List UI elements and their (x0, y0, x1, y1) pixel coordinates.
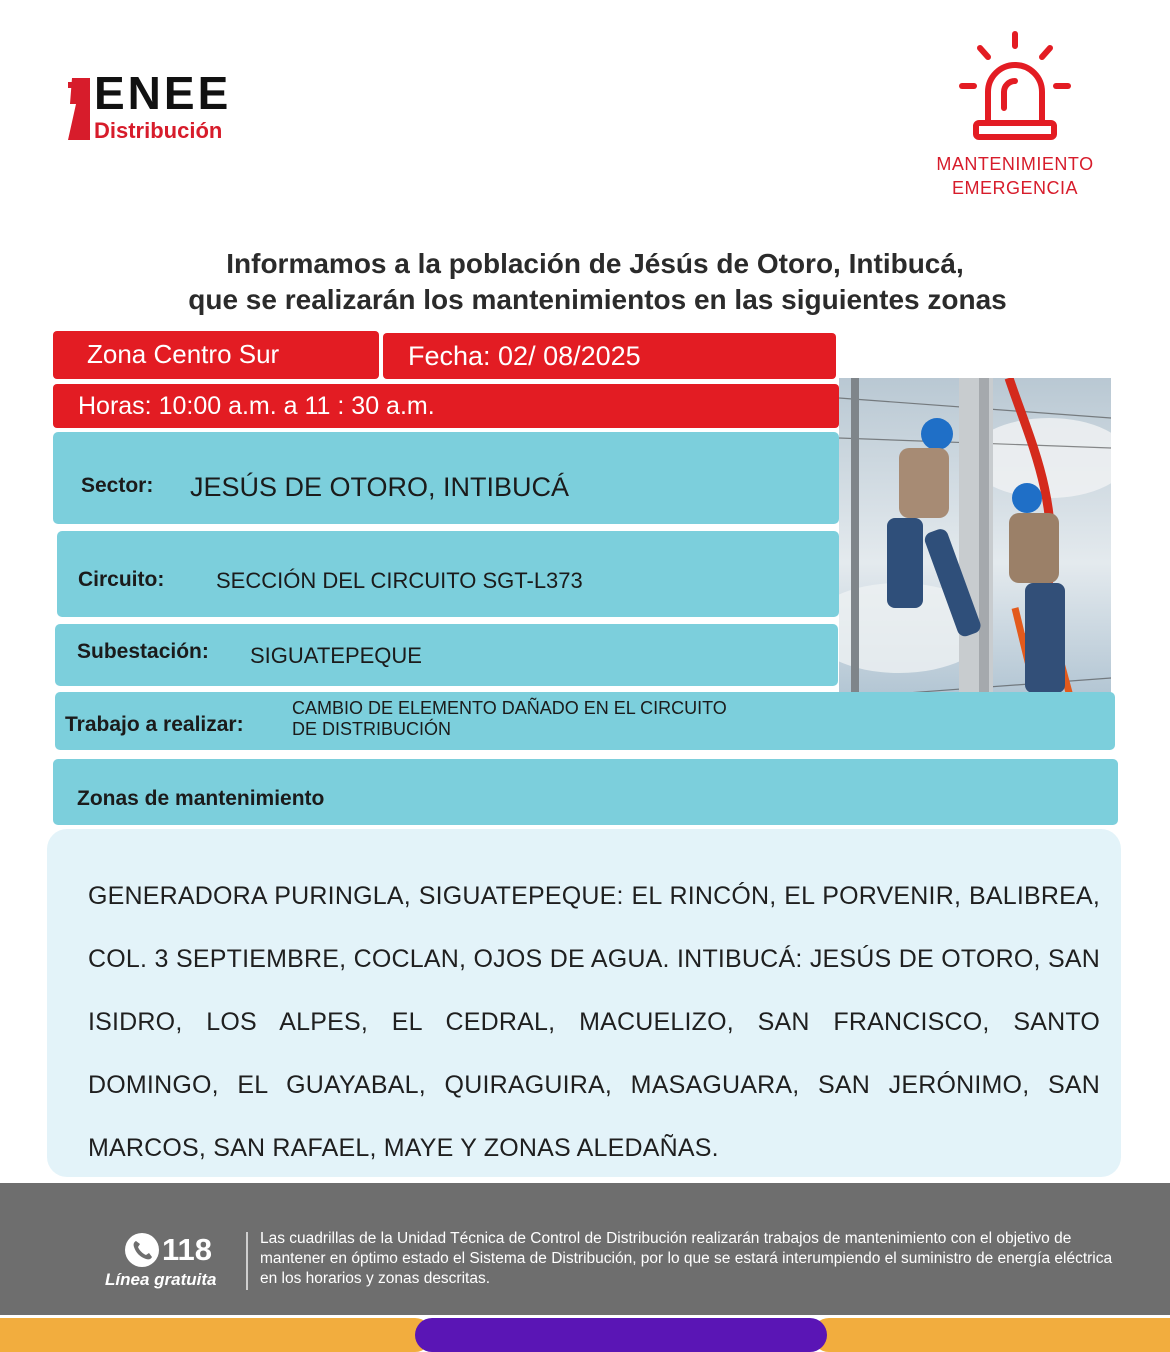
horas-label: Horas: 10:00 a.m. a 11 : 30 a.m. (53, 384, 839, 428)
footer-text: Las cuadrillas de la Unidad Técnica de Control de Distribución realizarán trabajos de mantenimiento con el objetivo de mantener en óptimo estado el Sistema de Distribución, por lo que se estará interumpiendo el suministro de energía eléctrica en los horarios y zonas descritas. (260, 1230, 1113, 1287)
sector-value: JESÚS DE OTORO, INTIBUCÁ (190, 472, 570, 502)
stripe-orange-right (812, 1318, 1170, 1352)
circuito-row (57, 531, 839, 617)
footer-divider (246, 1232, 248, 1290)
zona-label: Zona Centro Sur (53, 331, 379, 379)
circuito-label: Circuito: (78, 568, 165, 591)
trabajo-label: Trabajo a realizar: (65, 713, 244, 736)
logo-subtitle: Distribución (94, 118, 223, 143)
zones-text: GENERADORA PURINGLA, SIGUATEPEQUE: EL RINCÓN, EL PORVENIR, BALIBREA, COL. 3 SEPTIEMBRE, COCLAN, OJOS DE AGUA. INTIBUCÁ: JESÚS DE OTORO, SAN ISIDRO, LOS ALPES, EL CEDRAL, MACUELIZO, SAN FRANCISCO, SANTO DOMINGO, EL GUAYABAL, QUIRAGUIRA, MASAGUARA, SAN JERÓNIMO, SAN MARCOS, SAN RAFAEL, MAYE Y ZONAS ALEDAÑAS. (88, 882, 1100, 1162)
zones-box (47, 829, 1121, 1177)
enee-logo (68, 67, 298, 150)
sector-label: Sector: (81, 474, 154, 497)
trabajo-row (55, 692, 1115, 750)
headline-line-2: que se realizarán los mantenimientos en las siguientes zonas (188, 284, 1007, 315)
free-line-label: Línea gratuita (105, 1270, 217, 1289)
zonas-header-row (53, 759, 1118, 825)
headline-line-1: Informamos a la población de Jésús de Otoro, Intibucá, (226, 248, 964, 279)
logo-brand-text: ENEE (94, 67, 232, 119)
trabajo-value-line-1: CAMBIO DE ELEMENTO DAÑADO EN EL CIRCUITO (292, 698, 727, 718)
trabajo-value (292, 698, 727, 740)
badge-line-1: MANTENIMIENTO (936, 154, 1094, 174)
subestacion-label: Subestación: (77, 640, 209, 663)
subestacion-row (55, 624, 838, 686)
sector-row (53, 432, 839, 524)
stripe-purple (415, 1318, 827, 1352)
stripe-orange-left (0, 1318, 432, 1352)
zonas-label: Zonas de mantenimiento (77, 787, 325, 810)
subestacion-value: SIGUATEPEQUE (250, 643, 422, 668)
siren-icon (958, 30, 1072, 142)
phone-icon (125, 1233, 159, 1267)
fecha-label: Fecha: 02/ 08/2025 (383, 333, 836, 379)
enee-logo-mark-icon (68, 78, 90, 140)
circuito-value: SECCIÓN DEL CIRCUITO SGT-L373 (216, 568, 583, 593)
phone-number[interactable]: 118 (162, 1232, 213, 1267)
trabajo-value-line-2: DE DISTRIBUCIÓN (292, 719, 452, 739)
maintenance-emergency-badge (920, 30, 1110, 205)
badge-line-2: EMERGENCIA (951, 178, 1079, 198)
